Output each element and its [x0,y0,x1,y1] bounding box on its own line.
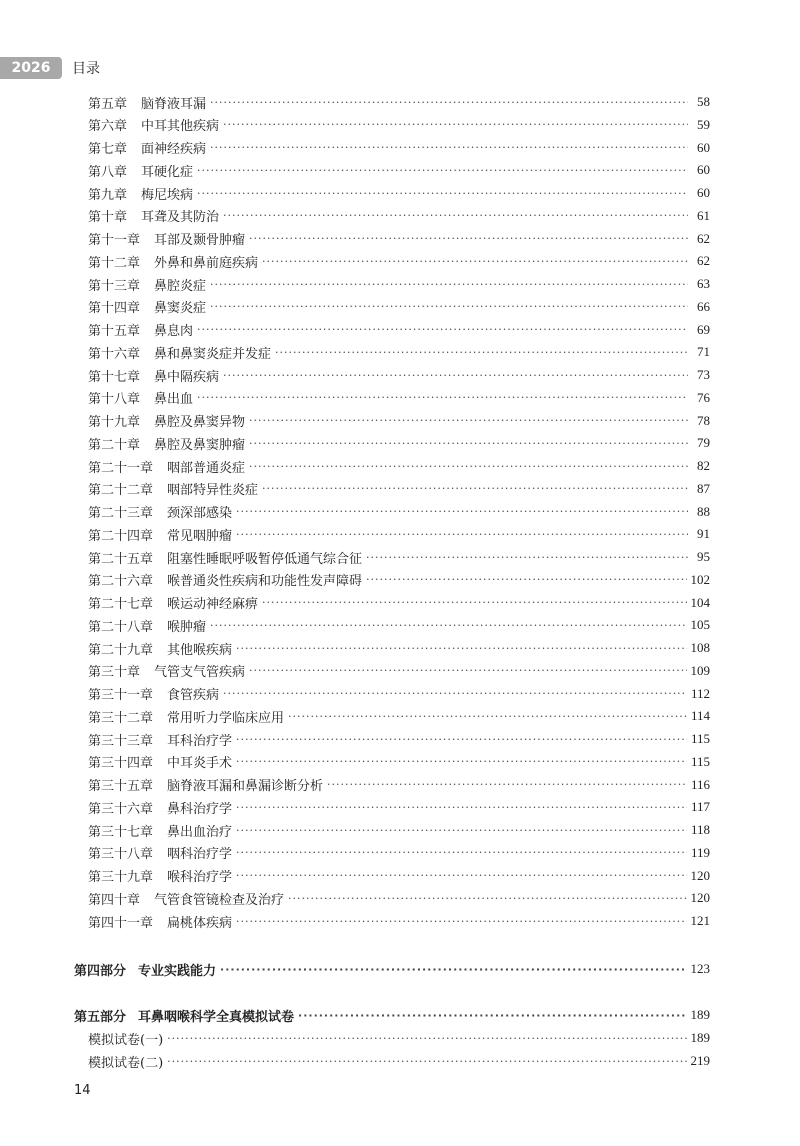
dot-leader [223,687,687,700]
dot-leader [236,642,686,655]
entry-title: 耳部及颞骨肿瘤 [154,233,246,248]
chapter-number: 第三十章 [88,665,141,681]
toc-entry[interactable] [88,523,710,545]
entry-page-number: 114 [690,708,710,724]
entry-page-number: 115 [690,753,710,769]
chapter-number: 第十六章 [88,346,141,362]
chapter-number: 第二十二章 [88,483,154,499]
entry-page-number: 121 [690,913,710,928]
entry-page-number: 189 [690,1030,710,1045]
entry-page-number: 79 [697,435,710,451]
entry-page-number: 118 [690,822,710,837]
entry-page-number: 62 [697,230,710,246]
entry-page-number: 71 [697,344,710,360]
dot-leader [366,573,686,586]
dot-leader [236,505,688,518]
entry-page-number: 59 [697,116,710,132]
entry-title: 喉运动神经麻痹 [167,597,259,612]
entry-title: 面神经疾病 [141,142,207,157]
chapter-number: 第十八章 [88,392,141,408]
entry-page-number: 87 [697,480,710,496]
toc-entry[interactable] [88,774,710,796]
entry-title: 耳鼻咽喉科学全真模拟试卷 [138,1009,295,1025]
entry-title: 鼻出血 [154,392,194,408]
toc-entry[interactable] [88,319,710,341]
entry-page-number: 61 [697,207,710,223]
dot-leader [210,300,688,313]
entry-page-number: 117 [690,799,710,815]
entry-title: 中耳其他疾病 [141,119,220,135]
dot-leader [236,755,687,768]
entry-page-number: 91 [697,526,710,542]
entry-title: 脑脊液耳漏和鼻漏诊断分析 [167,779,324,794]
dot-leader [262,482,688,495]
chapter-number: 第十三章 [88,278,141,294]
chapter-number: 第二十七章 [88,597,154,612]
chapter-number: 第五部分 [74,1009,127,1025]
dot-leader [249,414,688,427]
toc-entry[interactable] [88,796,710,818]
section-label: 目录 [72,61,100,77]
page-number: 14 [74,1083,91,1098]
dot-leader [197,164,688,177]
chapter-number: 第六章 [88,119,128,135]
entry-page-number: 73 [697,367,710,382]
entry-title: 气管食管镜检查及治疗 [154,892,285,908]
chapter-number: 第十二章 [88,255,141,271]
entry-title: 梅尼埃病 [141,187,194,203]
chapter-number: 第二十六章 [88,574,154,590]
toc-entry[interactable] [88,910,710,932]
dot-leader [236,869,686,882]
toc-entry[interactable] [88,842,710,864]
entry-title: 咽科治疗学 [167,847,233,863]
dot-leader [288,710,687,723]
dot-leader [262,596,686,609]
toc-entry[interactable] [88,159,710,181]
toc-entry[interactable] [88,114,710,136]
entry-page-number: 60 [697,185,710,200]
entry-title: 颈深部感染 [167,506,233,521]
entry-page-number: 76 [697,389,710,405]
entry-page-number: 219 [690,1053,710,1068]
chapter-number: 第二十五章 [88,551,154,567]
dot-leader [262,255,688,268]
entry-title: 耳硬化症 [141,164,194,180]
toc-entry[interactable] [88,205,710,227]
dot-leader [366,551,688,564]
entry-title: 鼻出血治疗 [167,824,233,840]
entry-title: 气管支气管疾病 [154,665,246,681]
entry-page-number: 88 [697,503,710,519]
entry-title: 阻塞性睡眠呼吸暂停低通气综合征 [167,551,363,567]
entry-title: 鼻腔及鼻窦肿瘤 [154,437,246,453]
dot-leader [167,1055,686,1068]
entry-page-number: 112 [690,685,710,701]
entry-title: 咽部特异性炎症 [167,483,259,499]
toc-entry[interactable] [88,637,710,659]
dot-leader [197,391,688,404]
entry-title: 鼻科治疗学 [167,801,233,817]
dot-leader [236,733,687,746]
dot-leader [275,346,688,359]
entry-page-number: 116 [690,776,710,792]
entry-title: 专业实践能力 [138,963,217,979]
entry-page-number: 62 [697,253,710,269]
dot-leader [197,323,688,336]
dot-leader [249,460,688,473]
entry-page-number: 120 [690,867,710,883]
chapter-number: 第十七章 [88,369,141,385]
entry-page-number: 63 [697,276,710,291]
toc-part-entry[interactable] [74,958,710,980]
entry-page-number: 58 [697,94,710,109]
chapter-number: 第十一章 [88,233,141,248]
entry-page-number: 82 [697,458,710,473]
entry-title: 鼻窦炎症 [154,301,207,317]
entry-page-number: 123 [690,961,710,976]
chapter-number: 第二十八章 [88,619,154,635]
toc-entry[interactable] [88,819,710,841]
chapter-number: 第三十五章 [88,779,154,794]
entry-title: 外鼻和鼻前庭疾病 [154,255,259,271]
entry-page-number: 69 [697,321,710,337]
dot-leader [249,664,686,677]
dot-leader [288,892,686,905]
toc-entry[interactable] [88,137,710,159]
toc-entry[interactable] [88,432,710,454]
toc-entry[interactable] [88,410,710,432]
chapter-number: 第五章 [88,96,128,112]
entry-title: 扁桃体疾病 [167,915,233,931]
toc-entry[interactable] [88,273,710,295]
toc-entry[interactable] [88,364,710,386]
toc-entry[interactable] [88,569,710,591]
dot-leader [236,801,687,814]
entry-title: 模拟试卷(二) [88,1055,164,1071]
running-header [0,57,100,79]
toc-entry[interactable] [88,592,710,614]
entry-title: 耳科治疗学 [167,733,233,749]
toc-entry[interactable] [88,455,710,477]
dot-leader [223,369,688,382]
entry-page-number: 108 [690,640,710,655]
entry-page-number: 115 [690,731,710,746]
entry-title: 鼻和鼻窦炎症并发症 [154,346,272,362]
chapter-number: 第二十一章 [88,460,154,476]
dot-leader [236,846,687,859]
entry-title: 常用听力学临床应用 [167,710,285,726]
entry-title: 鼻腔炎症 [154,278,207,294]
year-tab: 2026 [0,57,62,79]
chapter-number: 第四部分 [74,963,127,979]
entry-page-number: 119 [690,844,710,860]
dot-leader [249,437,688,450]
toc-entry[interactable] [88,546,710,568]
chapter-number: 第四十章 [88,892,141,908]
chapter-number: 第三十二章 [88,710,154,726]
chapter-number: 第十章 [88,210,128,226]
chapter-number: 第七章 [88,142,128,157]
dot-leader [220,963,686,976]
chapter-number: 第九章 [88,187,128,203]
toc-sub-entry[interactable] [88,1027,710,1049]
chapter-number: 第二十三章 [88,506,154,521]
chapter-number: 第二十九章 [88,642,154,658]
chapter-number: 第三十三章 [88,733,154,749]
toc-entry[interactable] [88,387,710,409]
toc-entry[interactable] [88,614,710,636]
chapter-number: 第三十四章 [88,756,154,772]
entry-title: 食管疾病 [167,688,220,703]
dot-leader [210,96,688,109]
entry-title: 咽部普通炎症 [167,460,246,476]
entry-title: 常见咽肿瘤 [167,528,233,544]
chapter-number: 第三十九章 [88,870,154,885]
chapter-number: 第三十一章 [88,688,154,703]
dot-leader [197,187,688,200]
chapter-number: 第三十七章 [88,824,154,840]
toc-entry[interactable] [88,705,710,727]
chapter-number: 第三十六章 [88,801,154,817]
toc-entry[interactable] [88,228,710,250]
toc-entry[interactable] [88,683,710,705]
entry-title: 鼻中隔疾病 [154,369,220,385]
chapter-number: 第十四章 [88,301,141,317]
entry-page-number: 60 [697,162,710,178]
chapter-number: 第二十章 [88,437,141,453]
entry-page-number: 78 [697,412,710,428]
dot-leader [223,209,688,222]
entry-page-number: 105 [690,617,710,633]
dot-leader [236,824,687,837]
toc-entry[interactable] [88,296,710,318]
dot-leader [236,528,688,541]
toc-entry[interactable] [88,478,710,500]
toc-entry[interactable] [88,341,710,363]
entry-page-number: 66 [697,298,710,314]
entry-title: 脑脊液耳漏 [141,96,207,112]
entry-page-number: 104 [690,594,710,610]
chapter-number: 第八章 [88,164,128,180]
dot-leader [223,118,688,131]
toc-entry[interactable] [88,660,710,682]
toc-entry[interactable] [88,728,710,750]
chapter-number: 第二十四章 [88,528,154,544]
chapter-number: 第四十一章 [88,915,154,931]
entry-title: 喉肿瘤 [167,619,207,635]
dot-leader [249,232,688,245]
toc-entry[interactable] [88,250,710,272]
entry-page-number: 60 [697,139,710,155]
entry-title: 喉普通炎性疾病和功能性发声障碍 [167,574,363,590]
entry-title: 其他喉疾病 [167,642,233,658]
dot-leader [210,278,688,291]
dot-leader [298,1009,686,1022]
toc-sub-entry[interactable] [88,1050,710,1072]
entry-page-number: 189 [690,1007,710,1022]
toc-entry[interactable] [88,751,710,773]
entry-title: 中耳炎手术 [167,756,233,772]
dot-leader [210,619,686,632]
toc-entry[interactable] [88,501,710,523]
toc-entry[interactable] [88,91,710,113]
chapter-number: 第三十八章 [88,847,154,863]
chapter-number: 第十九章 [88,415,141,430]
chapter-number: 第十五章 [88,324,141,339]
dot-leader [210,141,688,154]
entry-title: 鼻息肉 [154,324,194,339]
entry-title: 喉科治疗学 [167,870,233,885]
toc-entry[interactable] [88,182,710,204]
entry-page-number: 109 [690,662,710,678]
entry-page-number: 102 [690,571,710,587]
dot-leader [167,1032,686,1045]
entry-title: 耳聋及其防治 [141,210,220,226]
toc-entry[interactable] [88,865,710,887]
entry-page-number: 95 [697,549,710,564]
dot-leader [236,915,686,928]
entry-title: 模拟试卷(一) [88,1032,164,1048]
entry-title: 鼻腔及鼻窦异物 [154,415,246,430]
toc-entry[interactable] [88,887,710,909]
entry-page-number: 120 [690,890,710,906]
toc-part-entry[interactable] [74,1004,710,1026]
dot-leader [327,778,687,791]
